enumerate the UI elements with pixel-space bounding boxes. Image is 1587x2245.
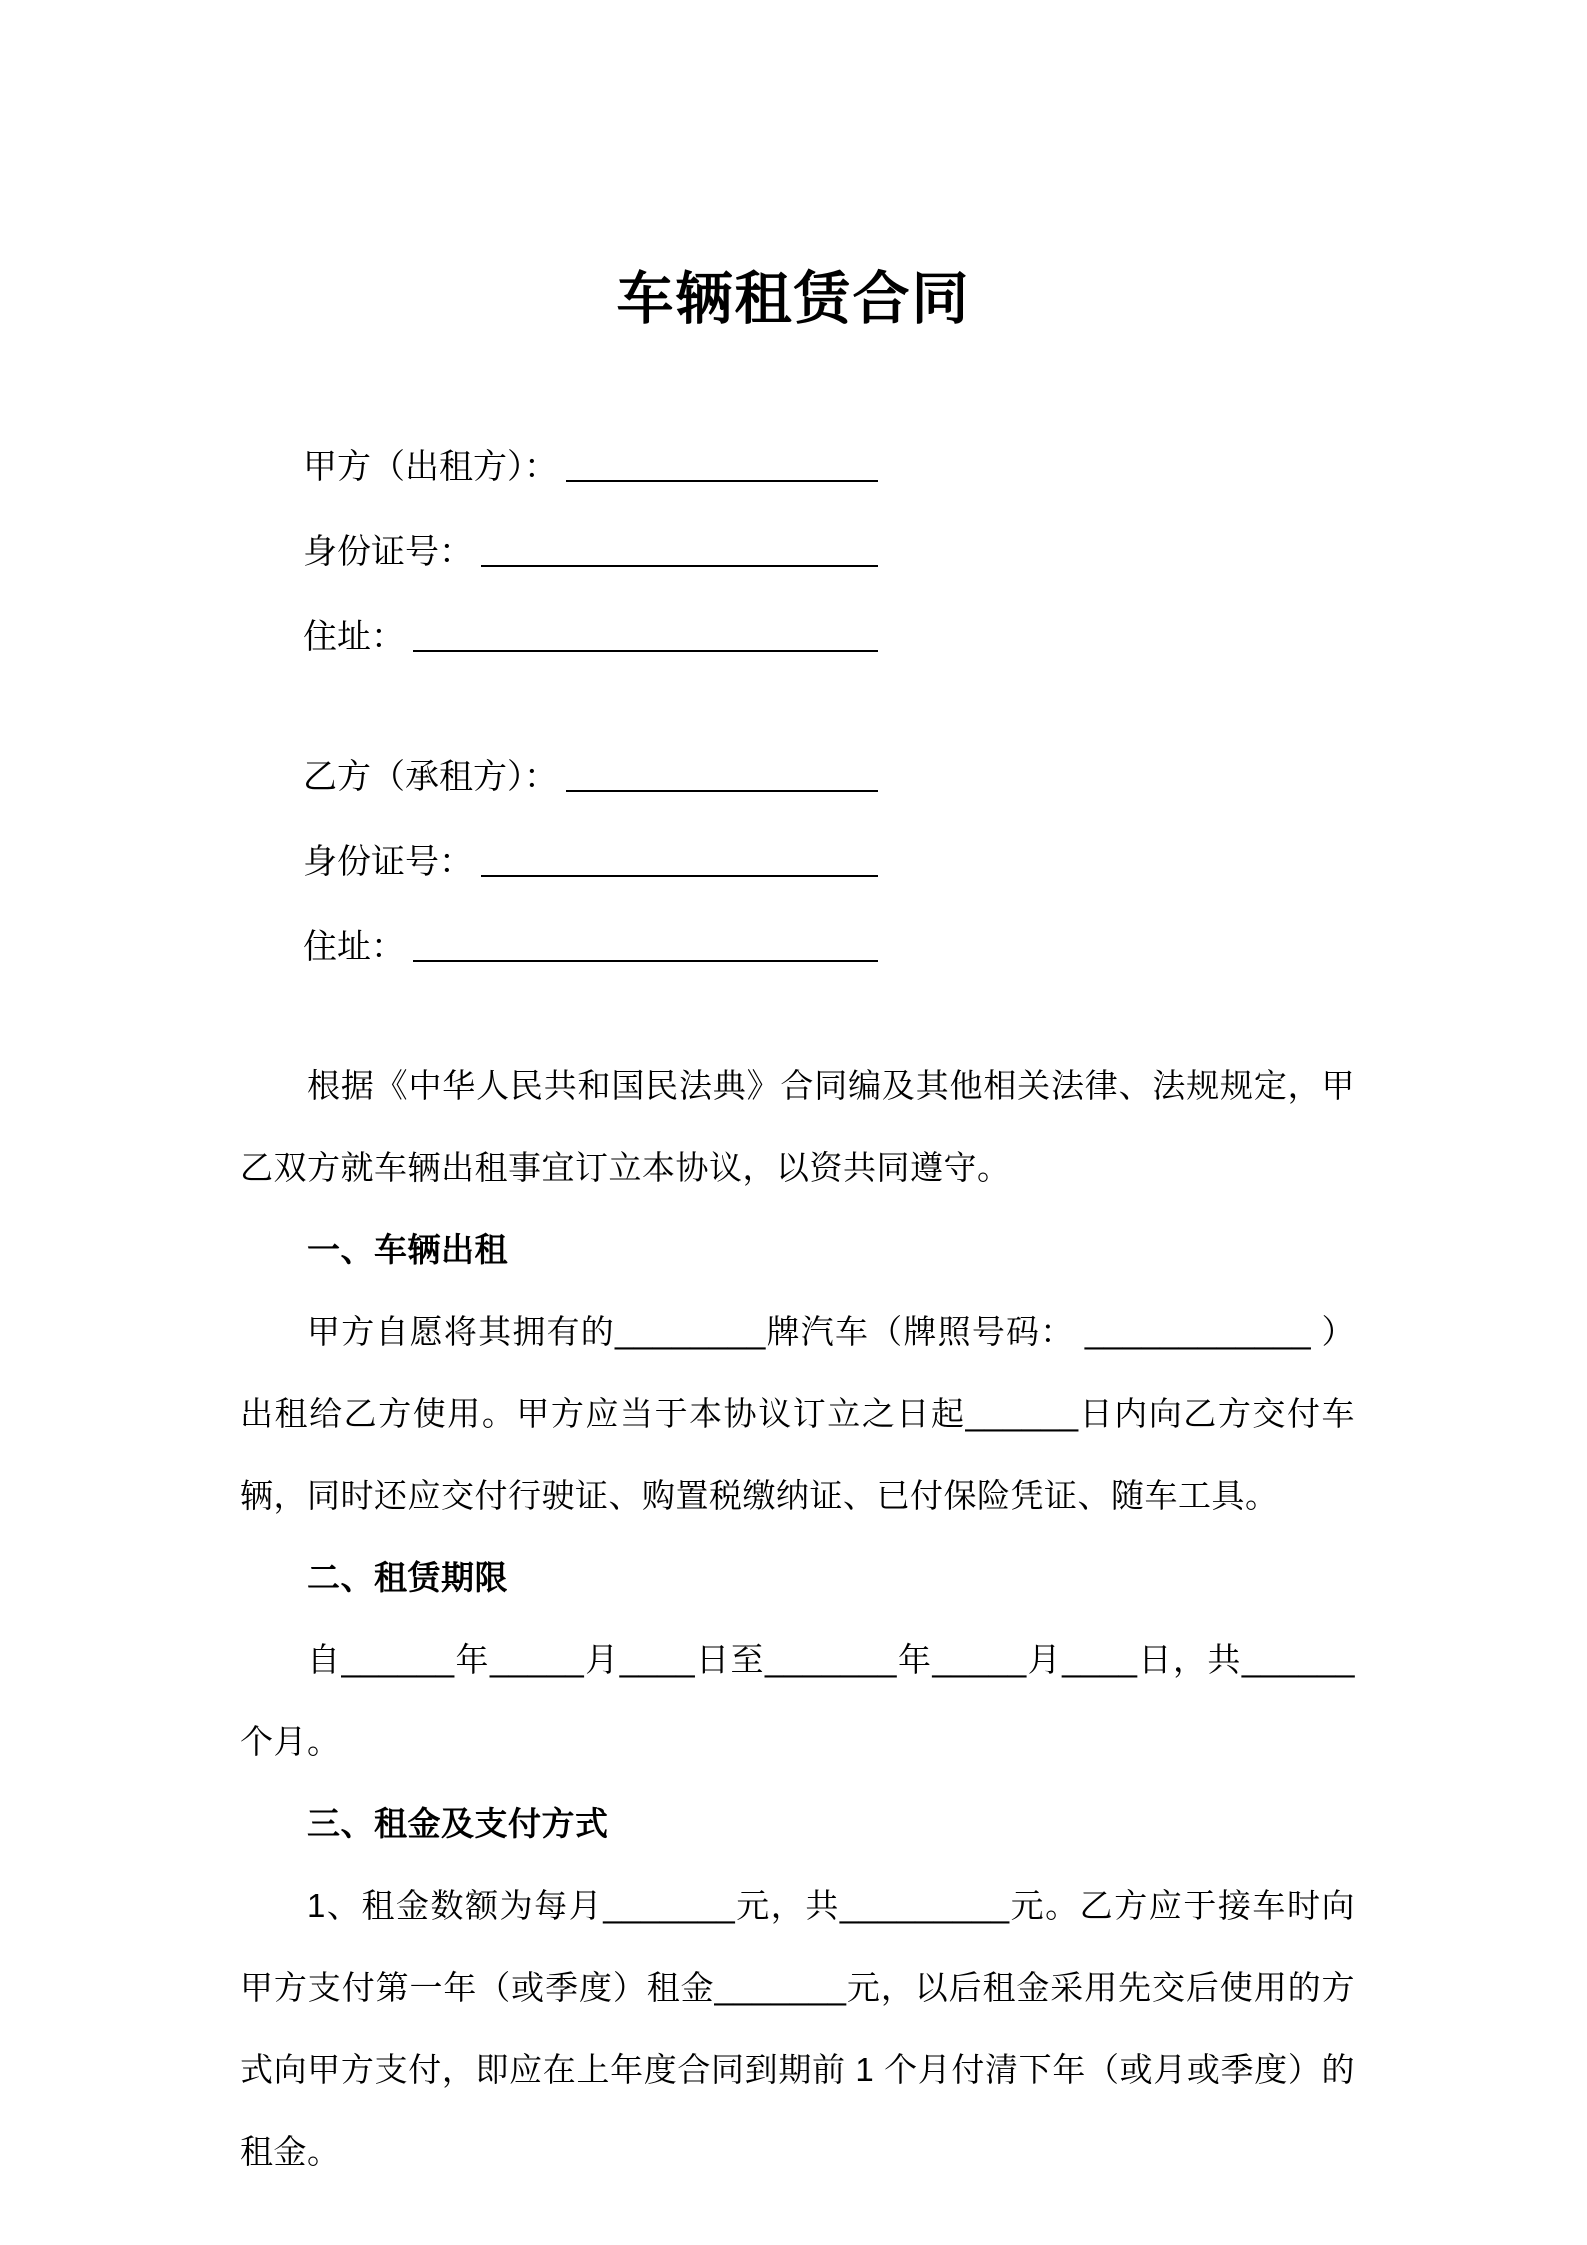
- party-b-section: [303, 735, 878, 990]
- party-a-section: [303, 425, 878, 680]
- contract-body: [240, 1045, 1355, 2193]
- party-b-name-label: 乙方（承租方）：: [303, 758, 558, 796]
- party-b-id-label: 身份证号：: [303, 843, 473, 881]
- section-3-heading: 三、租金及支付方式: [307, 1805, 609, 1842]
- party-a-name-label: 甲方（出租方）：: [303, 448, 558, 486]
- party-a-address-row: [303, 595, 878, 680]
- section-1-heading: 一、车辆出租: [307, 1231, 508, 1268]
- preamble-paragraph: 根据《中华人民共和国民法典》合同编及其他相关法律、法规规定，甲乙双方就车辆出租事宜订立本协议，以资共同遵守。: [240, 1067, 1355, 1186]
- section-1-paragraph: 甲方自愿将其拥有的________牌汽车（牌照号码： ____________ ）出租给乙方使用。甲方应当于本协议订立之日起______日内向乙方交付车辆，同时还应交付行驶证、购置税缴纳证、已付保险凭证、随车工具。: [240, 1313, 1355, 1514]
- section-3-paragraph: 1、租金数额为每月_______元，共_________元。乙方应于接车时向甲方支付第一年（或季度）租金_______元，以后租金采用先交后使用的方式向甲方支付，即应在上年度合同到期前 1 个月付清下年（或月或季度）的租金。: [240, 1887, 1355, 2170]
- party-a-name-blank[interactable]: [566, 480, 878, 482]
- document-title: 车辆租赁合同: [616, 267, 971, 331]
- section-2-heading: 二、租赁期限: [307, 1559, 508, 1596]
- party-a-id-row: [303, 510, 878, 595]
- party-b-name-row: [303, 735, 878, 820]
- party-b-id-blank[interactable]: [481, 875, 878, 877]
- party-a-address-blank[interactable]: [413, 650, 878, 652]
- section-2-paragraph: 自______年_____月____日至_______年_____月____日，共______个月。: [240, 1641, 1355, 1760]
- party-b-name-blank[interactable]: [566, 790, 878, 792]
- party-a-name-row: [303, 425, 878, 510]
- party-b-id-row: [303, 820, 878, 905]
- party-a-address-label: 住址：: [303, 618, 405, 656]
- party-a-id-label: 身份证号：: [303, 533, 473, 571]
- party-b-address-row: [303, 905, 878, 990]
- party-b-address-blank[interactable]: [413, 960, 878, 962]
- party-a-id-blank[interactable]: [481, 565, 878, 567]
- party-b-address-label: 住址：: [303, 928, 405, 966]
